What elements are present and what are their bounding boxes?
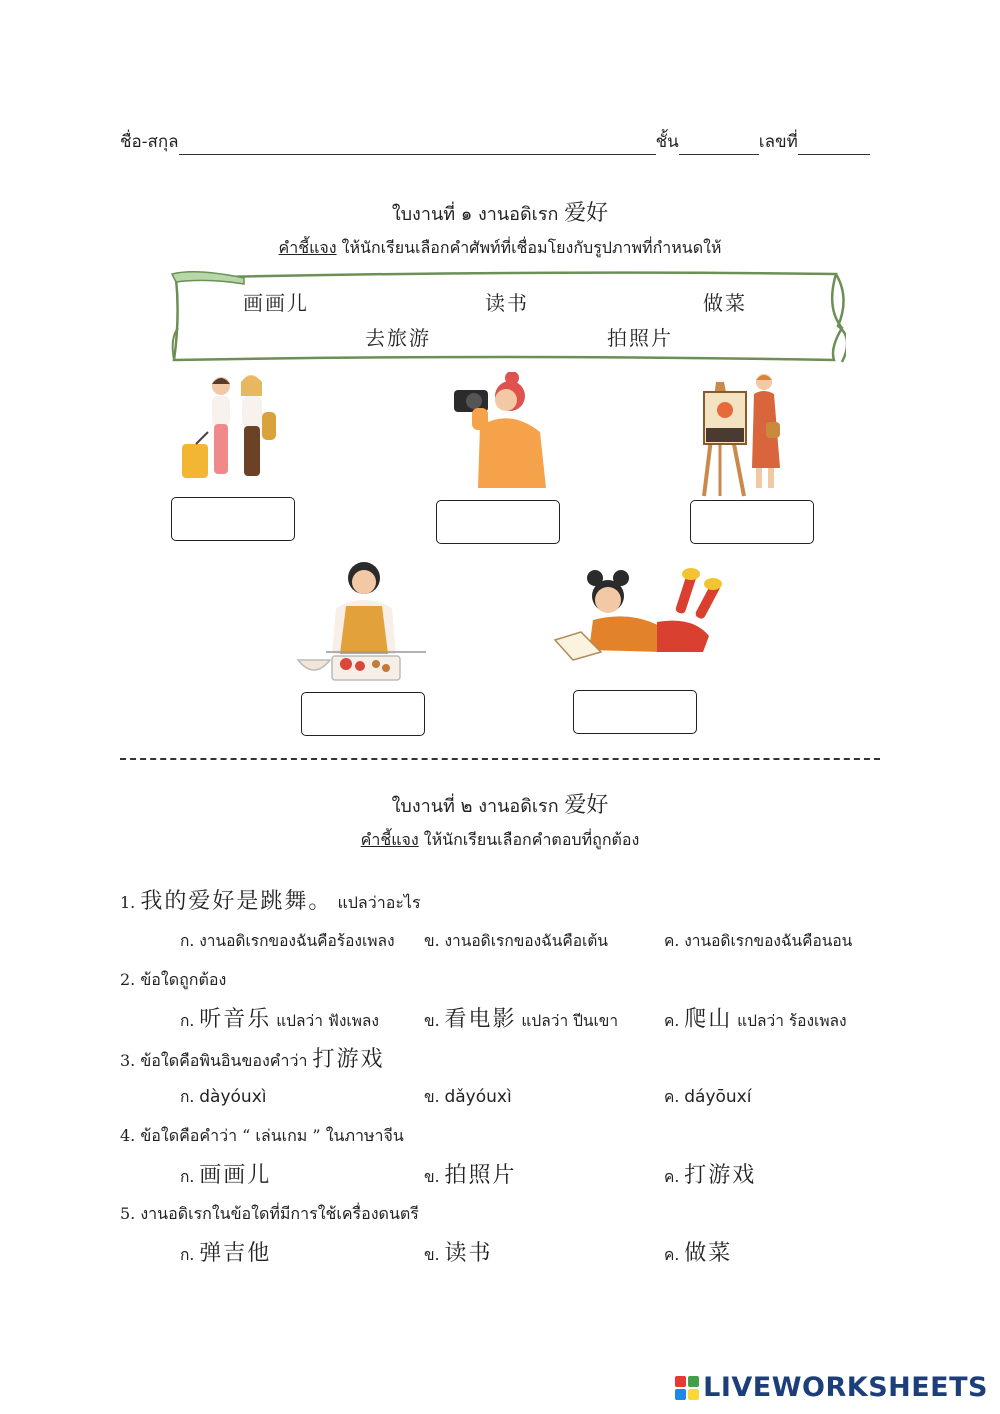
option-letter: ข. [424, 1168, 440, 1186]
word-bank-scroll [166, 268, 846, 366]
question-zh: 打游戏 [312, 1047, 385, 1072]
student-info-header [120, 128, 880, 155]
option-letter: ข. [424, 932, 440, 950]
option-letter: ค. [664, 1012, 680, 1030]
photographer-illustration [450, 372, 550, 492]
name-blank[interactable] [179, 136, 656, 155]
option-pinyin: dàyóuxì [199, 1087, 267, 1107]
scroll-graphic [166, 268, 846, 366]
instruction-text: ให้นักเรียนเลือกคำศัพท์ที่เชื่อมโยงกับรูปภาพที่กำหนดให้ [336, 238, 722, 257]
word-4[interactable]: 去旅游 [365, 326, 431, 350]
q4-option-a[interactable] [180, 1158, 271, 1189]
worksheet1-title [0, 196, 1000, 228]
painter-illustration [700, 372, 800, 497]
worksheet1-title-zh: 爱好 [564, 201, 609, 226]
option-letter: ก. [180, 1088, 195, 1106]
question-1 [120, 884, 421, 916]
q4-option-b[interactable] [424, 1158, 516, 1189]
word-3[interactable]: 做菜 [703, 291, 747, 315]
option-letter: ก. [180, 932, 195, 950]
answer-box-3[interactable] [690, 500, 814, 544]
option-zh: 爬山 [684, 1007, 733, 1032]
option-letter: ข. [424, 1088, 440, 1106]
instruction-label: คำชี้แจง [360, 830, 419, 849]
name-label: ชื่อ-สกุล [120, 132, 179, 152]
worksheet2-title-zh: 爱好 [564, 793, 609, 818]
option-text: แปลว่า ฟังเพลง [271, 1012, 379, 1030]
instruction-label: คำชี้แจง [278, 238, 337, 257]
worksheet1-instruction [0, 236, 1000, 261]
worksheet1-title-text: ใบงานที่ ๑ งานอดิเรก [391, 204, 559, 225]
option-text: แปลว่า ปีนเขา [516, 1012, 619, 1030]
question-zh: 我的爱好是跳舞。 [140, 889, 333, 914]
class-label: ชั้น [655, 132, 679, 152]
brand-text: LIVEWORKSHEETS [703, 1372, 988, 1403]
word-2[interactable]: 读书 [485, 291, 529, 315]
option-zh: 拍照片 [444, 1163, 517, 1188]
q5-option-c[interactable] [664, 1236, 732, 1267]
class-blank[interactable] [679, 136, 759, 155]
option-pinyin: dǎyóuxì [444, 1087, 512, 1107]
question-5 [120, 1202, 419, 1227]
section-divider [120, 758, 880, 760]
q5-option-a[interactable] [180, 1236, 271, 1267]
question-2 [120, 968, 226, 993]
question-text: งานอดิเรกในข้อใดที่มีการใช้เครื่องดนตรี [135, 1204, 419, 1223]
question-3 [120, 1042, 385, 1074]
question-4 [120, 1124, 404, 1149]
worksheet2-title [0, 788, 1000, 820]
option-letter: ข. [424, 1246, 440, 1264]
q2-option-a[interactable] [180, 1002, 379, 1033]
q3-option-b[interactable] [424, 1084, 512, 1109]
q1-option-b[interactable] [424, 928, 608, 953]
option-letter: ก. [180, 1012, 195, 1030]
option-letter: ค. [664, 1246, 680, 1264]
option-zh: 画画儿 [199, 1163, 272, 1188]
option-zh: 打游戏 [684, 1163, 757, 1188]
word-5[interactable]: 拍照片 [607, 326, 673, 350]
q1-option-a[interactable] [180, 928, 395, 953]
cooking-illustration [296, 556, 432, 686]
option-zh: 读书 [444, 1241, 493, 1266]
question-text: ข้อใดถูกต้อง [135, 970, 227, 989]
logo-grid-icon [675, 1376, 699, 1400]
question-number: 2. [120, 970, 136, 989]
q2-option-c[interactable] [664, 1002, 847, 1033]
instruction-text: ให้นักเรียนเลือกคำตอบที่ถูกต้อง [418, 830, 640, 849]
answer-box-5[interactable] [573, 690, 697, 734]
option-pinyin: dáyōuxí [684, 1087, 752, 1107]
answer-box-1[interactable] [171, 497, 295, 541]
q3-option-a[interactable] [180, 1084, 266, 1109]
reading-illustration [553, 566, 725, 666]
answer-box-2[interactable] [436, 500, 560, 544]
option-letter: ข. [424, 1012, 440, 1030]
question-text: แปลว่าอะไร [332, 893, 421, 912]
word-1[interactable]: 画画儿 [243, 291, 309, 315]
question-text: ข้อใดคือพินอินของคำว่า [135, 1051, 313, 1070]
question-number: 3. [120, 1051, 136, 1070]
option-zh: 弹吉他 [199, 1241, 272, 1266]
worksheet2-instruction [0, 828, 1000, 853]
option-letter: ค. [664, 1088, 680, 1106]
option-zh: 听音乐 [199, 1007, 272, 1032]
travelers-illustration [176, 372, 291, 490]
option-zh: 做菜 [684, 1241, 733, 1266]
number-blank[interactable] [798, 136, 870, 155]
answer-box-4[interactable] [301, 692, 425, 736]
option-letter: ค. [664, 932, 680, 950]
q1-option-c[interactable] [664, 928, 852, 953]
question-text: ข้อใดคือคำว่า “ เล่นเกม ” ในภาษาจีน [135, 1126, 404, 1145]
option-text: งานอดิเรกของฉันคือนอน [679, 932, 853, 950]
liveworksheets-logo [675, 1372, 988, 1403]
q4-option-c[interactable] [664, 1158, 756, 1189]
q3-option-c[interactable] [664, 1084, 751, 1109]
number-label: เลขที่ [758, 132, 798, 152]
question-number: 5. [120, 1204, 136, 1223]
option-text: แปลว่า ร้องเพลง [732, 1012, 847, 1030]
q2-option-b[interactable] [424, 1002, 618, 1033]
option-letter: ก. [180, 1168, 195, 1186]
question-number: 4. [120, 1126, 136, 1145]
q5-option-b[interactable] [424, 1236, 492, 1267]
option-text: งานอดิเรกของฉันคือเต้น [439, 932, 608, 950]
option-zh: 看电影 [444, 1007, 517, 1032]
worksheet2-title-text: ใบงานที่ ๒ งานอดิเรก [391, 796, 559, 817]
option-text: งานอดิเรกของฉันคือร้องเพลง [194, 932, 395, 950]
option-letter: ก. [180, 1246, 195, 1264]
option-letter: ค. [664, 1168, 680, 1186]
question-number: 1. [120, 893, 136, 912]
